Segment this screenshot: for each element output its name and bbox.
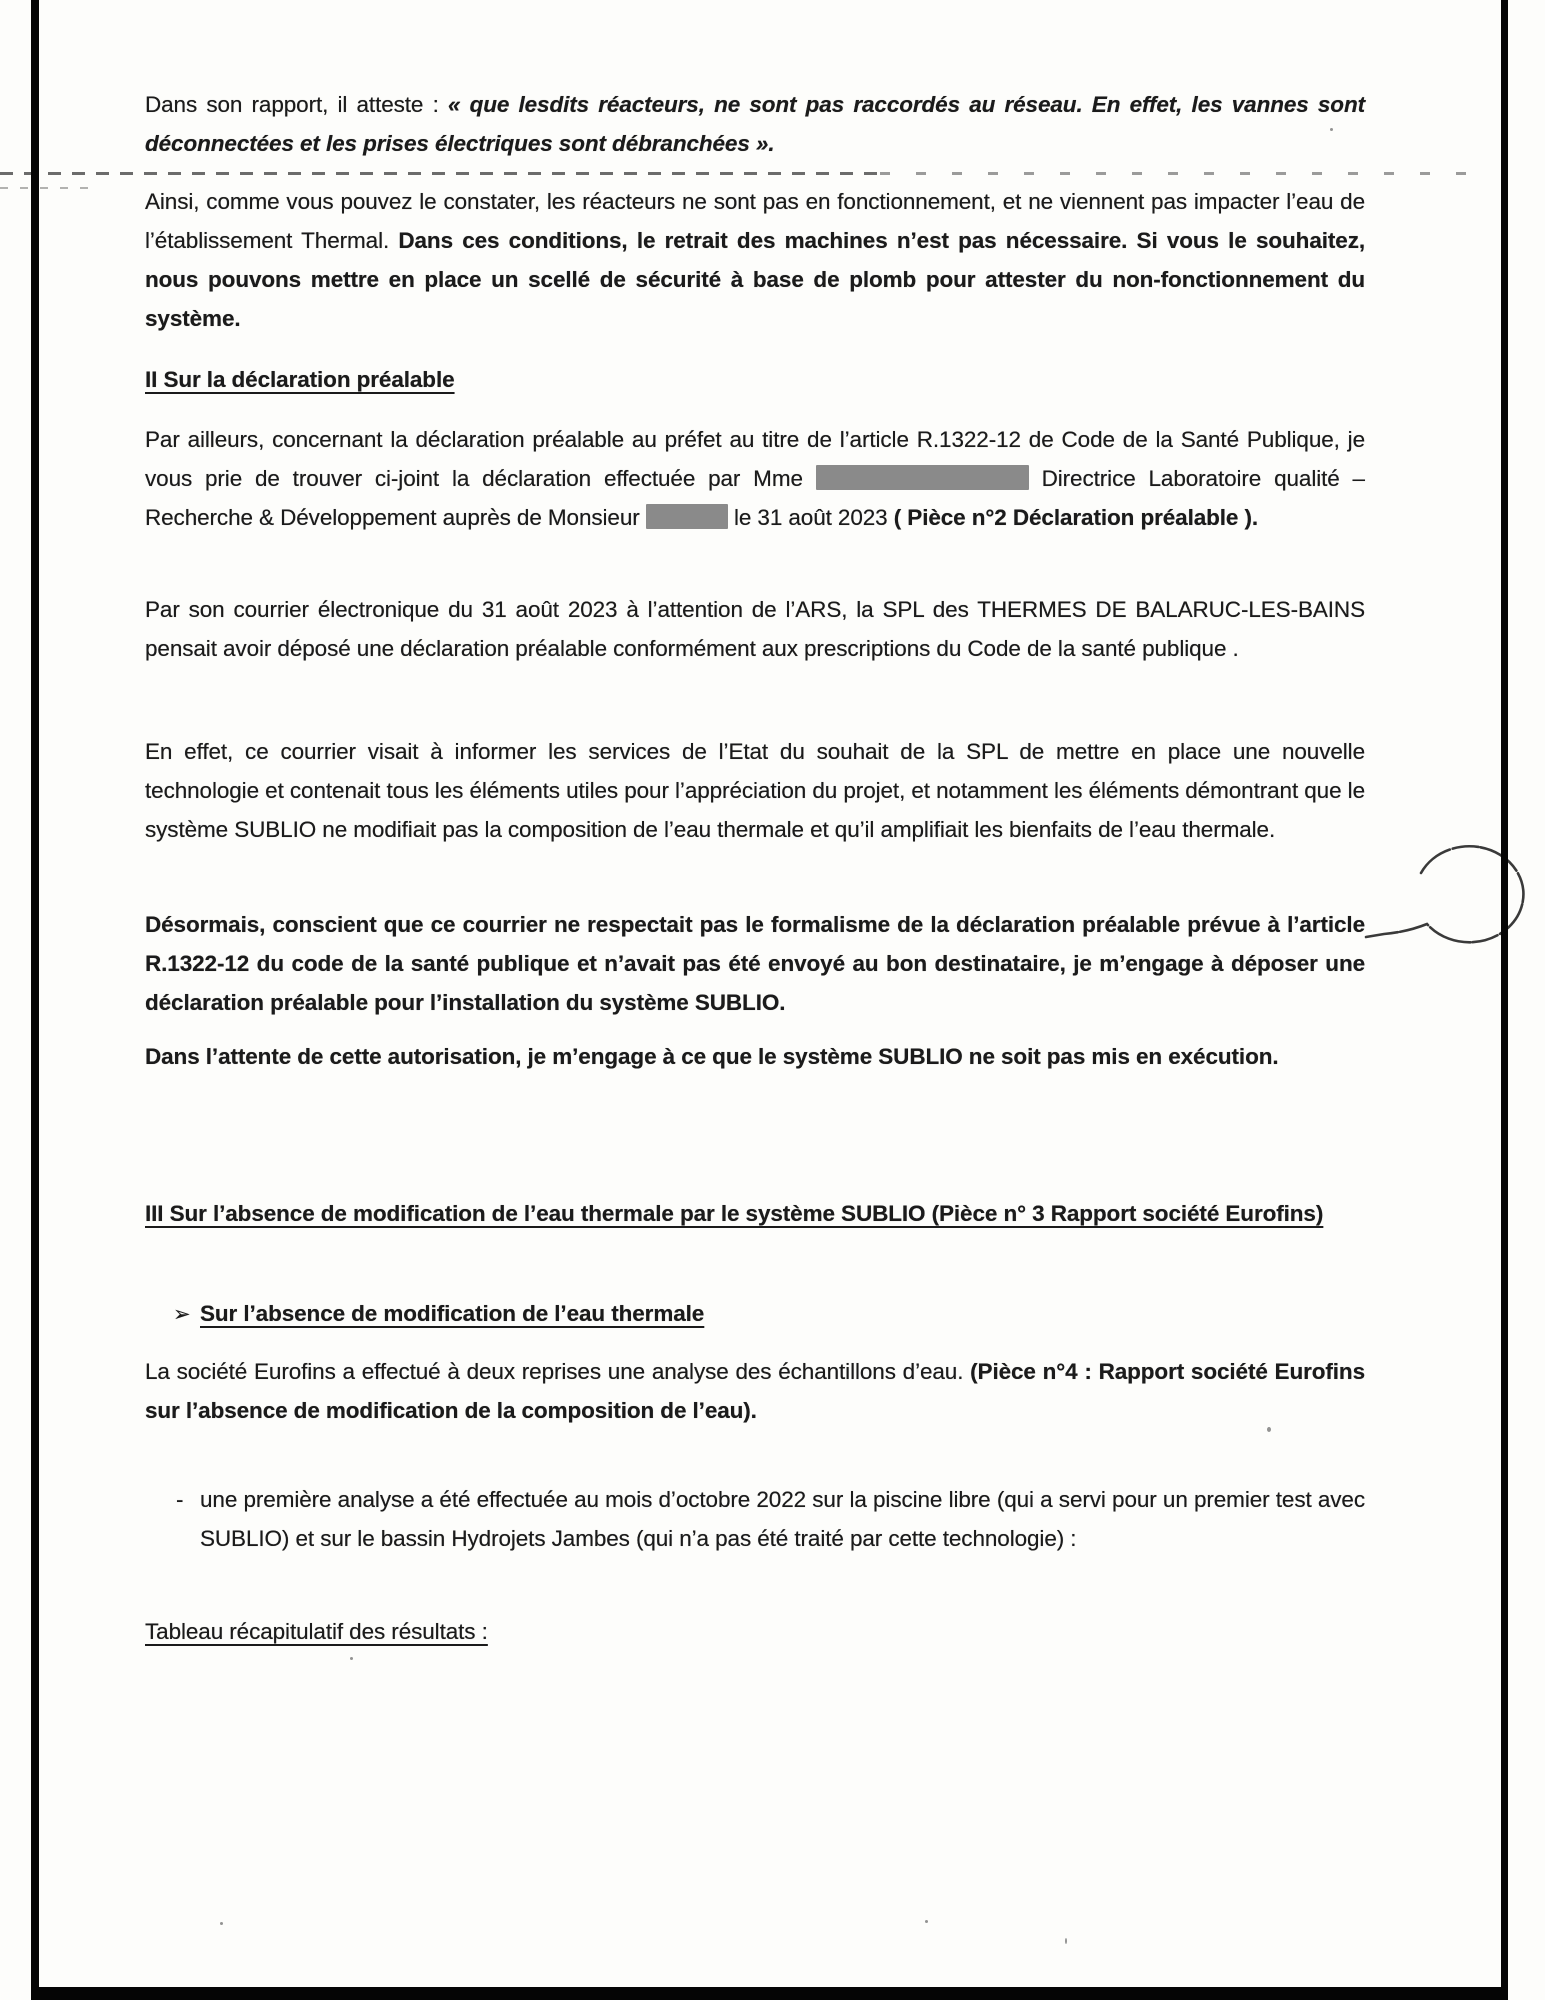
scan-speck xyxy=(925,1920,928,1923)
scan-speck xyxy=(220,1922,223,1925)
declaration-seg2: Directrice Laboratoire qualité – Recherche & Développement auprès de Monsieur xyxy=(145,466,1365,530)
redaction-box-madame-name xyxy=(816,465,1029,490)
scan-speck xyxy=(350,1657,353,1660)
declaration-attachment-ref: ( Pièce n°2 Déclaration préalable ). xyxy=(893,505,1259,530)
reactors-bold-text: Dans ces conditions, le retrait des machines n’est pas nécessaire. Si vous le souhaitez, nous pouvons mettre en place un scellé de sécurité à base de plomb pour attester du non-fonctionnement du système. xyxy=(145,228,1365,331)
eurofins-attachment-ref: (Pièce n°4 : Rapport société Eurofins sur l’absence de modification de la composition de l’eau). xyxy=(145,1359,1365,1423)
dash-bullet: - xyxy=(176,1487,184,1512)
list-item-first-analysis xyxy=(145,1480,1365,1558)
scan-speck xyxy=(1267,1427,1271,1432)
scan-artifact-dashed-line xyxy=(880,172,1480,175)
heading-section-ii-label: II Sur la déclaration préalable xyxy=(145,367,455,392)
paragraph-declaration xyxy=(145,420,1365,537)
declaration-seg1: Par ailleurs, concernant la déclaration préalable au préfet au titre de l’article R.1322-12 de Code de la Santé Publique, je vous prie de trouver ci-joint la déclaration effectuée par Mme xyxy=(145,427,1365,491)
paragraph-report-quote xyxy=(145,85,1365,163)
attente-text: Dans l’attente de cette autorisation, je m’engage à ce que le système SUBLIO ne soit pas mis en exécution. xyxy=(145,1044,1279,1069)
scan-artifact-dashed-line xyxy=(0,187,95,189)
paragraph-courrier xyxy=(145,590,1365,668)
reactors-text: Ainsi, comme vous pouvez le constater, les réacteurs ne sont pas en fonctionnement, et ne viennent pas impacter l’eau de l’établissement Thermal. xyxy=(145,189,1365,253)
en-effet-text: En effet, ce courrier visait à informer les services de l’Etat du souhait de la SPL de mettre en place une nouvelle technologie et contenait tous les éléments utiles pour l’appréciation du projet, et notamment les éléments démontrant que le système SUBLIO ne modifiait pas la composition de l’eau thermale et qu’il amplifiait les bienfaits de l’eau thermale. xyxy=(145,739,1365,842)
desormais-text: Désormais, conscient que ce courrier ne respectait pas le formalisme de la déclaration préalable prévue à l’article R.1322-12 du code de la santé publique et n’avait pas été envoyé au bon destinataire, je m’engage à déposer une déclaration préalable pour l’installation du système SUBLIO. xyxy=(145,912,1365,1015)
paragraph-reactors xyxy=(145,182,1365,338)
first-analysis-text: une première analyse a été effectuée au mois d’octobre 2022 sur la piscine libre (qui a servi pour un premier test avec SUBLIO) et sur le bassin Hydrojets Jambes (qui n’a pas été traité par cette technologie) : xyxy=(200,1487,1365,1551)
courrier-text: Par son courrier électronique du 31 août 2023 à l’attention de l’ARS, la SPL des THERMES DE BALARUC-LES-BAINS pensait avoir déposé une déclaration préalable conformément aux prescriptions du Code de la santé publique . xyxy=(145,597,1365,661)
bullet-subheading-label: Sur l’absence de modification de l’eau thermale xyxy=(200,1301,705,1326)
paragraph-desormais xyxy=(145,905,1365,1022)
heading-section-iii-label: III Sur l’absence de modification de l’eau thermale par le système SUBLIO (Pièce n° 3 Rapport société Eurofins) xyxy=(145,1201,1324,1226)
heading-section-iii xyxy=(145,1194,1365,1233)
paragraph-en-effet xyxy=(145,732,1365,849)
report-quote-intro: Dans son rapport, il atteste : xyxy=(145,92,448,117)
redaction-box-monsieur-name xyxy=(646,504,728,529)
heading-section-ii xyxy=(145,360,1365,399)
scan-border-left xyxy=(31,0,39,2000)
arrow-bullet-icon: ➢ xyxy=(173,1303,191,1326)
scan-speck xyxy=(1065,1938,1067,1944)
scan-artifact-dashed-line xyxy=(0,172,880,175)
eurofins-text: La société Eurofins a effectué à deux reprises une analyse des échantillons d’eau. xyxy=(145,1359,971,1384)
paragraph-attente xyxy=(145,1037,1365,1076)
table-caption-label: Tableau récapitulatif des résultats : xyxy=(145,1619,488,1644)
scan-border-right xyxy=(1501,0,1508,2000)
declaration-seg3: le 31 août 2023 xyxy=(727,505,894,530)
report-quote-text: « que lesdits réacteurs, ne sont pas raccordés au réseau. En effet, les vannes sont déconnectées et les prises électriques sont débranchées ». xyxy=(145,92,1365,156)
pen-circle-annotation xyxy=(1352,806,1545,996)
bullet-subheading xyxy=(145,1294,1365,1333)
paragraph-eurofins xyxy=(145,1352,1365,1430)
scan-border-bottom xyxy=(31,1987,1508,2000)
scan-speck xyxy=(1330,128,1333,131)
table-caption xyxy=(145,1612,1365,1651)
